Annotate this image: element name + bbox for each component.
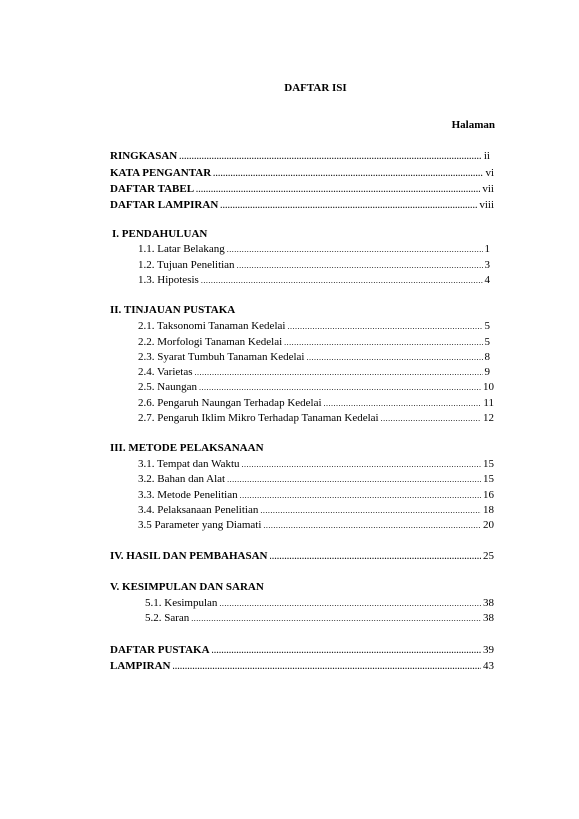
toc-entry [138, 411, 494, 426]
toc-entry-label: LAMPIRAN [110, 660, 171, 672]
toc-entry-label: 3.3. Metode Penelitian [138, 489, 238, 501]
chapter-heading: II. TINJAUAN PUSTAKA [110, 304, 236, 316]
toc-entry [138, 273, 490, 288]
toc-entry [138, 472, 494, 487]
dot-leader [179, 149, 482, 164]
toc-entry-page: 18 [483, 504, 494, 516]
dot-leader [270, 549, 482, 564]
toc-entry-label: 2.6. Pengaruh Naungan Terhadap Kedelai [138, 397, 322, 409]
toc-entry-label: 2.1. Taksonomi Tanaman Kedelai [138, 320, 286, 332]
toc-entry-page: 20 [483, 519, 494, 531]
dot-leader [284, 335, 482, 350]
dot-leader [194, 365, 482, 380]
toc-entry-label: 1.1. Latar Belakang [138, 243, 225, 255]
dot-leader [227, 242, 483, 257]
toc-entry [138, 488, 494, 503]
dot-leader [196, 182, 480, 197]
dot-leader [242, 457, 481, 472]
toc-entry-label: DAFTAR TABEL [110, 183, 195, 195]
toc-entry [138, 242, 490, 257]
toc-entry-label: 5.2. Saran [145, 612, 190, 624]
toc-entry [110, 643, 494, 658]
toc-entry-label: 2.3. Syarat Tumbuh Tanaman Kedelai [138, 351, 305, 363]
toc-entry [138, 350, 490, 365]
dot-leader [191, 611, 481, 626]
toc-entry-page: 16 [483, 489, 494, 501]
toc-entry-page: 5 [484, 320, 490, 332]
toc-entry-label: 2.7. Pengaruh Iklim Mikro Terhadap Tanaman Kedelai [138, 412, 379, 424]
toc-entry [138, 396, 494, 411]
dot-leader [227, 472, 481, 487]
toc-entry-page: 4 [484, 274, 490, 286]
toc-entry-page: ii [483, 150, 490, 162]
toc-entry-page: 8 [484, 351, 490, 363]
page-title: DAFTAR ISI [284, 82, 347, 94]
chapter-heading: I. PENDAHULUAN [112, 228, 208, 240]
toc-entry-page: 5 [484, 336, 490, 348]
toc-entry [110, 549, 494, 564]
toc-entry [138, 503, 494, 518]
chapter-heading: V. KESIMPULAN DAN SARAN [110, 581, 264, 593]
toc-entry-page: 43 [483, 660, 494, 672]
toc-entry [110, 198, 494, 213]
toc-entry-page: viii [479, 199, 494, 211]
toc-entry [138, 258, 490, 273]
dot-leader [324, 396, 482, 411]
toc-entry-label: 5.1. Kesimpulan [145, 597, 218, 609]
toc-entry-label: RINGKASAN [110, 150, 178, 162]
dot-leader [240, 488, 481, 503]
toc-entry [110, 182, 494, 197]
toc-entry-page: 9 [484, 366, 490, 378]
toc-entry [110, 166, 494, 181]
dot-leader [219, 596, 481, 611]
toc-entry-page: 11 [483, 397, 494, 409]
dot-leader [220, 198, 477, 213]
toc-entry-label: 1.2. Tujuan Penelitian [138, 259, 235, 271]
toc-entry-page: 39 [483, 644, 494, 656]
toc-entry-label: 2.2. Morfologi Tanaman Kedelai [138, 336, 283, 348]
toc-entry [138, 365, 490, 380]
toc-entry-page: 25 [483, 550, 494, 562]
toc-entry [138, 319, 490, 334]
toc-entry-page: vi [485, 167, 494, 179]
toc-entry [145, 611, 494, 626]
toc-entry [138, 335, 490, 350]
dot-leader [201, 273, 483, 288]
toc-entry-page: 12 [483, 412, 494, 424]
toc-entry-label: 3.4. Pelaksanaan Penelitian [138, 504, 259, 516]
toc-entry-label: DAFTAR PUSTAKA [110, 644, 210, 656]
toc-entry-page: 15 [483, 473, 494, 485]
toc-entry-label: 2.4. Varietas [138, 366, 193, 378]
dot-leader [263, 518, 481, 533]
dot-leader [381, 411, 481, 426]
dot-leader [199, 380, 481, 395]
toc-entry [110, 659, 494, 674]
toc-entry-page: 38 [483, 612, 494, 624]
dot-leader [260, 503, 481, 518]
toc-entry-label: 3.5 Parameter yang Diamati [138, 519, 262, 531]
toc-entry-page: 15 [483, 458, 494, 470]
toc-entry-label: 3.2. Bahan dan Alat [138, 473, 226, 485]
toc-entry-label: 3.1. Tempat dan Waktu [138, 458, 240, 470]
toc-entry [138, 380, 494, 395]
toc-entry [138, 457, 494, 472]
toc-entry-page: 38 [483, 597, 494, 609]
toc-entry [110, 149, 490, 164]
toc-entry-label: 1.3. Hipotesis [138, 274, 199, 286]
dot-leader [237, 258, 483, 273]
toc-entry-label: 2.5. Naungan [138, 381, 197, 393]
dot-leader [173, 659, 482, 674]
toc-entry-label: IV. HASIL DAN PEMBAHASAN [110, 550, 268, 562]
dot-leader [212, 643, 481, 658]
toc-entry-label: KATA PENGANTAR [110, 167, 212, 179]
toc-entry-page: vii [482, 183, 494, 195]
toc-entry-page: 1 [484, 243, 490, 255]
toc-entry-label: DAFTAR LAMPIRAN [110, 199, 219, 211]
toc-entry-page: 3 [484, 259, 490, 271]
toc-entry [138, 518, 494, 533]
halaman-header: Halaman [451, 119, 495, 131]
toc-entry-page: 10 [483, 381, 494, 393]
dot-leader [306, 350, 482, 365]
chapter-heading: III. METODE PELAKSANAAN [110, 442, 264, 454]
toc-entry [145, 596, 494, 611]
dot-leader [213, 166, 483, 181]
dot-leader [287, 319, 482, 334]
